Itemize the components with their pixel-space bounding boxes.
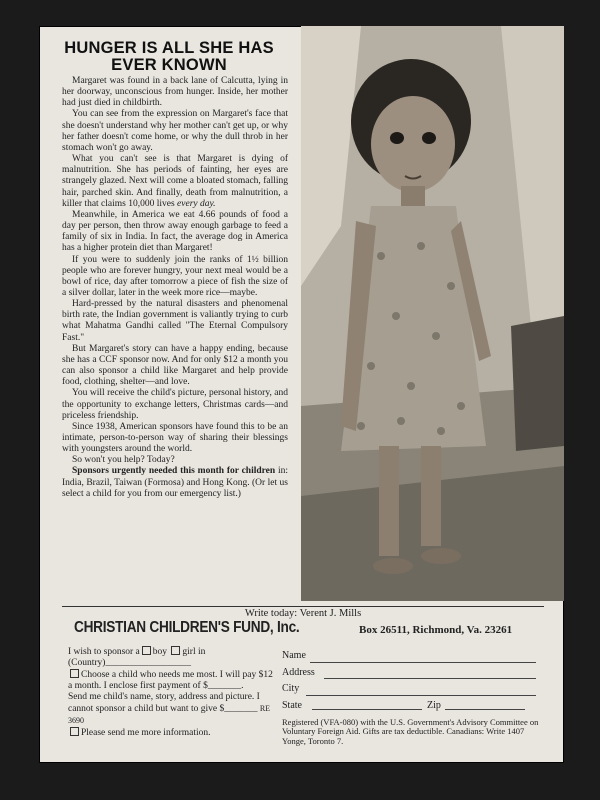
write-today: Write today: Verent J. Mills bbox=[244, 608, 362, 619]
advertisement-page bbox=[39, 26, 564, 763]
send-option: Send me child's name, story, address and picture. I cannot sponsor a child but want to give $_______ RE 3690 bbox=[68, 692, 271, 725]
coupon bbox=[62, 608, 544, 756]
paragraph: Meanwhile, in America we eat 4.66 pounds of food a day per person, then throw away enough garbage to feed a family of six in India. In fact, the average dog in America has a higher protein diet than Margaret! bbox=[62, 209, 288, 254]
sponsors-needed: Sponsors urgently needed this month for children in: India, Brazil, Taiwan (Formosa) and Hong Kong. (Or let us select a child for you from our emergency list.) bbox=[62, 466, 288, 499]
paragraph: But Margaret's story can have a happy ending, because she has a CCF sponsor now. And for only $12 a month you can also sponsor a child like Margaret and help provide food, clothing, shelter—and love. bbox=[62, 343, 288, 388]
every-day-emphasis: every day. bbox=[177, 198, 216, 209]
paragraph: You can see from the expression on Margaret's face that she doesn't understand why her mother can't get up, or why her father doesn't come home, or why the dull throb in her stomach won't go away. bbox=[62, 109, 288, 153]
child-photo-illustration bbox=[301, 26, 564, 601]
sponsor-options: I wish to sponsor a boy girl in (Country)__________________ Choose a child who needs me most. I will pay $12 a month. I enclose first payment of $_______. Send me child's name, story, address and picture. I cannot sponsor a child but want to give $_______ RE 3690 Please send me more information. bbox=[68, 647, 273, 738]
organization-name: CHRISTIAN CHILDREN'S FUND, Inc. bbox=[74, 619, 300, 636]
address-field[interactable]: Address bbox=[282, 667, 544, 684]
choose-option: Choose a child who needs me most. I will pay $12 a month. I enclose first payment of $_______. bbox=[68, 670, 273, 691]
paragraph: Hard-pressed by the natural disasters and phenomenal birth rate, the Indian government is valiantly trying to curb what Mahatma Gandhi called "The Eternal Compulsory Fast." bbox=[62, 299, 288, 343]
child-photo bbox=[301, 26, 564, 601]
boy-checkbox[interactable] bbox=[142, 646, 151, 655]
choose-checkbox[interactable] bbox=[70, 669, 79, 678]
paragraph: If you were to suddenly join the ranks of 1½ billion people who are forever hungry, your next meal would be a bowl of rice, day after tomorrow a piece of fish the size of a silver dollar, later in the week more rice—maybe. bbox=[62, 254, 288, 298]
girl-checkbox[interactable] bbox=[171, 646, 180, 655]
paragraph: Since 1938, American sponsors have found this to be an intimate, person-to-person way of sharing their blessings with youngsters around the world. bbox=[62, 421, 288, 455]
headline: HUNGER IS ALL SHE HAS EVER KNOWN bbox=[64, 39, 274, 74]
paragraph: What you can't see is that Margaret is dying of malnutrition. She has periods of fainting, her eyes are strangely glazed. Next will come a bloated stomach, falling hair, parched skin. And finally, death from malnutrition, a killer that claims 10,000 lives every day. bbox=[62, 154, 288, 209]
city-field[interactable]: City bbox=[282, 683, 544, 700]
organization-address: Box 26511, Richmond, Va. 23261 bbox=[359, 624, 513, 636]
paragraph: So won't you help? Today? bbox=[72, 455, 175, 466]
registration-note: Registered (VFA-080) with the U.S. Government's Advisory Committee on Voluntary Foreign Aid. Gifts are tax deductible. Canadians: Write 1407 Yonge, Toronto 7. bbox=[282, 717, 539, 746]
contact-form bbox=[282, 650, 544, 716]
paragraph: You will receive the child's picture, personal history, and the opportunity to exchange letters, Christmas cards—and priceless friendship. bbox=[62, 388, 288, 421]
coupon-divider bbox=[62, 606, 544, 607]
name-field[interactable]: Name bbox=[282, 650, 544, 667]
info-checkbox[interactable] bbox=[70, 727, 79, 736]
paragraph: Margaret was found in a back lane of Calcutta, lying in her doorway, unconscious from hunger. Inside, her mother had just died in childbirth. bbox=[62, 76, 288, 109]
article-body bbox=[62, 76, 288, 500]
state-zip-field[interactable]: State Zip bbox=[282, 700, 544, 716]
